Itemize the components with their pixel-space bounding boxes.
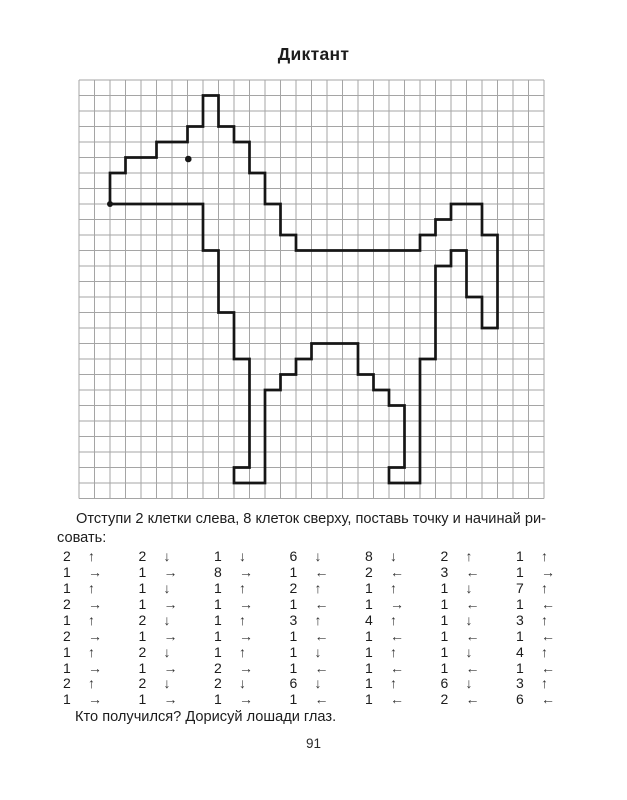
step-count: 1	[138, 563, 147, 580]
step-count: 8	[214, 563, 222, 580]
step-count: 1	[214, 691, 222, 708]
arrow-up-icon: ↑	[390, 611, 397, 628]
arrow-left-icon: ←	[465, 595, 480, 612]
step-count: 2	[63, 627, 71, 644]
step-count: 2	[138, 611, 147, 628]
dictation-table	[63, 548, 592, 707]
dictation-step	[214, 676, 290, 692]
dictation-step	[214, 691, 290, 707]
arrow-down-icon: ↓	[390, 547, 397, 564]
intro-line1: Отступи 2 клетки слева, 8 клеток сверху, поставь точку и начинай ри-	[76, 511, 546, 527]
arrow-down-icon: ↓	[163, 675, 171, 692]
step-count: 1	[365, 691, 373, 708]
arrow-up-icon: ↑	[239, 611, 246, 628]
arrow-right-icon: →	[163, 659, 178, 676]
arrow-up-icon: ↑	[390, 643, 397, 660]
dictation-step	[516, 691, 592, 707]
intro-line2: совать:	[57, 530, 107, 546]
horse-eye-dot	[185, 156, 192, 163]
arrow-up-icon: ↑	[541, 643, 548, 660]
dictation-step	[139, 644, 215, 660]
dictation-step	[290, 596, 366, 612]
dictation-step	[516, 660, 592, 676]
step-count: 1	[516, 563, 524, 580]
step-count: 1	[365, 675, 373, 692]
step-count: 1	[440, 595, 449, 612]
arrow-left-icon: ←	[314, 691, 329, 708]
arrow-up-icon: ↑	[541, 547, 548, 564]
arrow-down-icon: ↓	[465, 675, 473, 692]
step-count: 2	[289, 579, 298, 596]
arrow-up-icon: ↑	[314, 611, 322, 628]
dictation-step	[516, 644, 592, 660]
step-count: 1	[138, 595, 147, 612]
arrow-left-icon: ←	[314, 627, 329, 644]
arrow-left-icon: ←	[541, 595, 555, 612]
arrow-down-icon: ↓	[163, 643, 171, 660]
intro-text	[57, 510, 567, 548]
step-count: 4	[516, 643, 524, 660]
step-count: 1	[214, 579, 222, 596]
arrow-left-icon: ←	[541, 659, 555, 676]
dictation-step	[214, 564, 290, 580]
dictation-step	[63, 691, 139, 707]
arrow-left-icon: ←	[465, 563, 480, 580]
dictation-step	[214, 596, 290, 612]
step-count: 1	[365, 579, 373, 596]
arrow-left-icon: ←	[390, 563, 404, 580]
step-count: 7	[516, 579, 524, 596]
arrow-right-icon: →	[163, 627, 178, 644]
arrow-up-icon: ↑	[390, 675, 397, 692]
step-count: 1	[289, 643, 298, 660]
step-count: 1	[63, 691, 71, 708]
dictation-step	[63, 644, 139, 660]
step-count: 1	[138, 627, 147, 644]
step-count: 1	[138, 579, 147, 596]
step-count: 1	[214, 595, 222, 612]
arrow-down-icon: ↓	[465, 579, 473, 596]
arrow-up-icon: ↑	[88, 611, 95, 628]
step-count: 2	[440, 547, 449, 564]
step-count: 1	[440, 611, 449, 628]
step-count: 1	[440, 643, 449, 660]
dictation-step	[290, 644, 366, 660]
dictation-step	[139, 676, 215, 692]
arrow-up-icon: ↑	[88, 579, 95, 596]
arrow-right-icon: →	[239, 627, 253, 644]
outro-text: Кто получился? Дорисуй лошади глаз.	[75, 709, 337, 725]
dictation-step	[365, 548, 441, 564]
step-count: 1	[440, 659, 449, 676]
dictation-step	[63, 676, 139, 692]
dictation-step	[441, 691, 517, 707]
step-count: 1	[289, 659, 298, 676]
dictation-step	[441, 660, 517, 676]
dictation-step	[441, 548, 517, 564]
dictation-step	[441, 564, 517, 580]
dictation-step	[214, 660, 290, 676]
arrow-right-icon: →	[239, 595, 253, 612]
arrow-left-icon: ←	[465, 627, 480, 644]
dictation-step	[365, 564, 441, 580]
arrow-right-icon: →	[88, 659, 102, 676]
dictation-step	[516, 676, 592, 692]
arrow-left-icon: ←	[465, 691, 480, 708]
horse-outline	[110, 96, 498, 484]
arrow-down-icon: ↓	[163, 579, 171, 596]
arrow-up-icon: ↑	[541, 611, 548, 628]
arrow-right-icon: →	[163, 595, 178, 612]
dictation-step	[516, 628, 592, 644]
dictation-step	[516, 548, 592, 564]
arrow-up-icon: ↑	[88, 643, 95, 660]
step-count: 8	[365, 547, 373, 564]
dictation-step	[441, 628, 517, 644]
step-count: 1	[63, 643, 71, 660]
dictation-step	[63, 628, 139, 644]
dictation-step	[365, 676, 441, 692]
step-count: 1	[214, 611, 222, 628]
dictation-step	[441, 596, 517, 612]
step-count: 1	[289, 691, 298, 708]
dictation-step	[214, 548, 290, 564]
step-count: 1	[516, 659, 524, 676]
dictation-step	[139, 596, 215, 612]
step-count: 2	[214, 675, 222, 692]
dictation-step	[290, 580, 366, 596]
page-number: 91	[305, 736, 322, 751]
step-count: 6	[289, 675, 298, 692]
dictation-step	[214, 628, 290, 644]
dictation-step	[365, 644, 441, 660]
step-count: 1	[365, 627, 373, 644]
dictation-step	[441, 580, 517, 596]
dictation-step	[516, 580, 592, 596]
dictation-step	[139, 612, 215, 628]
step-count: 3	[516, 611, 524, 628]
step-count: 1	[516, 595, 524, 612]
dictation-step	[63, 580, 139, 596]
step-count: 1	[365, 643, 373, 660]
arrow-left-icon: ←	[390, 691, 404, 708]
start-point-dot	[107, 201, 113, 207]
page-title: Диктант	[277, 44, 350, 64]
arrow-right-icon: →	[163, 563, 178, 580]
dictation-step	[214, 644, 290, 660]
dictation-step	[365, 612, 441, 628]
arrow-down-icon: ↓	[239, 547, 246, 564]
step-count: 4	[365, 611, 373, 628]
dictation-step	[441, 644, 517, 660]
dictation-step	[214, 612, 290, 628]
step-count: 1	[214, 627, 222, 644]
step-count: 1	[289, 595, 298, 612]
arrow-left-icon: ←	[390, 627, 404, 644]
step-count: 6	[289, 547, 298, 564]
arrow-left-icon: ←	[541, 691, 555, 708]
step-count: 1	[289, 627, 298, 644]
dictation-step	[441, 676, 517, 692]
arrow-down-icon: ↓	[314, 675, 322, 692]
step-count: 2	[138, 643, 147, 660]
arrow-right-icon: →	[88, 595, 102, 612]
step-count: 2	[63, 547, 71, 564]
dictation-step	[63, 548, 139, 564]
grid-lines	[79, 80, 544, 499]
dictation-step	[139, 691, 215, 707]
dictation-step	[214, 580, 290, 596]
step-count: 1	[138, 659, 147, 676]
dictation-step	[63, 612, 139, 628]
step-count: 1	[440, 579, 449, 596]
step-count: 3	[516, 675, 524, 692]
step-count: 2	[63, 675, 71, 692]
dictation-step	[516, 596, 592, 612]
dictation-step	[63, 596, 139, 612]
step-count: 3	[289, 611, 298, 628]
arrow-left-icon: ←	[314, 659, 329, 676]
arrow-up-icon: ↑	[390, 579, 397, 596]
step-count: 1	[365, 595, 373, 612]
dictation-step	[365, 580, 441, 596]
arrow-up-icon: ↑	[88, 675, 95, 692]
dictation-step	[290, 548, 366, 564]
dictation-step	[290, 660, 366, 676]
step-count: 1	[516, 547, 524, 564]
dictation-step	[365, 596, 441, 612]
grid-canvas	[79, 80, 544, 499]
step-count: 2	[365, 563, 373, 580]
dictation-step	[139, 628, 215, 644]
arrow-right-icon: →	[163, 691, 178, 708]
dictation-step	[365, 660, 441, 676]
arrow-right-icon: →	[88, 691, 102, 708]
arrow-right-icon: →	[88, 563, 102, 580]
arrow-right-icon: →	[88, 627, 102, 644]
dictation-step	[290, 676, 366, 692]
dictation-step	[365, 628, 441, 644]
step-count: 2	[63, 595, 71, 612]
arrow-down-icon: ↓	[163, 547, 171, 564]
step-count: 1	[63, 659, 71, 676]
step-count: 1	[214, 643, 222, 660]
step-count: 1	[365, 659, 373, 676]
step-count: 1	[289, 563, 298, 580]
step-count: 3	[440, 563, 449, 580]
step-count: 1	[63, 579, 71, 596]
dictation-step	[139, 548, 215, 564]
dictation-step	[290, 691, 366, 707]
dictation-step	[290, 564, 366, 580]
step-count: 1	[516, 627, 524, 644]
step-count: 1	[63, 563, 71, 580]
step-count: 2	[138, 675, 147, 692]
dictation-step	[139, 564, 215, 580]
step-count: 1	[63, 611, 71, 628]
arrow-down-icon: ↓	[314, 547, 322, 564]
arrow-right-icon: →	[239, 659, 253, 676]
dictation-step	[139, 580, 215, 596]
step-count: 2	[214, 659, 222, 676]
arrow-left-icon: ←	[390, 659, 404, 676]
arrow-up-icon: ↑	[465, 547, 473, 564]
step-count: 2	[138, 547, 147, 564]
arrow-down-icon: ↓	[314, 643, 322, 660]
dictation-step	[290, 612, 366, 628]
dictation-step	[365, 691, 441, 707]
arrow-left-icon: ←	[465, 659, 480, 676]
arrow-up-icon: ↑	[88, 547, 95, 564]
step-count: 1	[138, 691, 147, 708]
step-count: 6	[516, 691, 524, 708]
arrow-left-icon: ←	[314, 563, 329, 580]
arrow-right-icon: →	[239, 563, 253, 580]
dictation-step	[139, 660, 215, 676]
dictation-step	[63, 564, 139, 580]
dictation-step	[516, 564, 592, 580]
step-count: 1	[214, 547, 222, 564]
arrow-up-icon: ↑	[541, 579, 548, 596]
arrow-right-icon: →	[390, 595, 404, 612]
arrow-down-icon: ↓	[239, 675, 246, 692]
dictation-step	[63, 660, 139, 676]
arrow-up-icon: ↑	[541, 675, 548, 692]
arrow-up-icon: ↑	[239, 579, 246, 596]
arrow-up-icon: ↑	[239, 643, 246, 660]
arrow-down-icon: ↓	[465, 611, 473, 628]
dictation-step	[441, 612, 517, 628]
step-count: 6	[440, 675, 449, 692]
step-count: 1	[440, 627, 449, 644]
arrow-right-icon: →	[541, 563, 555, 580]
dictation-step	[290, 628, 366, 644]
arrow-down-icon: ↓	[163, 611, 171, 628]
arrow-up-icon: ↑	[314, 579, 322, 596]
arrow-left-icon: ←	[314, 595, 329, 612]
dictation-grid	[79, 80, 545, 500]
dictation-step	[516, 612, 592, 628]
arrow-left-icon: ←	[541, 627, 555, 644]
arrow-right-icon: →	[239, 691, 253, 708]
step-count: 2	[440, 691, 449, 708]
arrow-down-icon: ↓	[465, 643, 473, 660]
